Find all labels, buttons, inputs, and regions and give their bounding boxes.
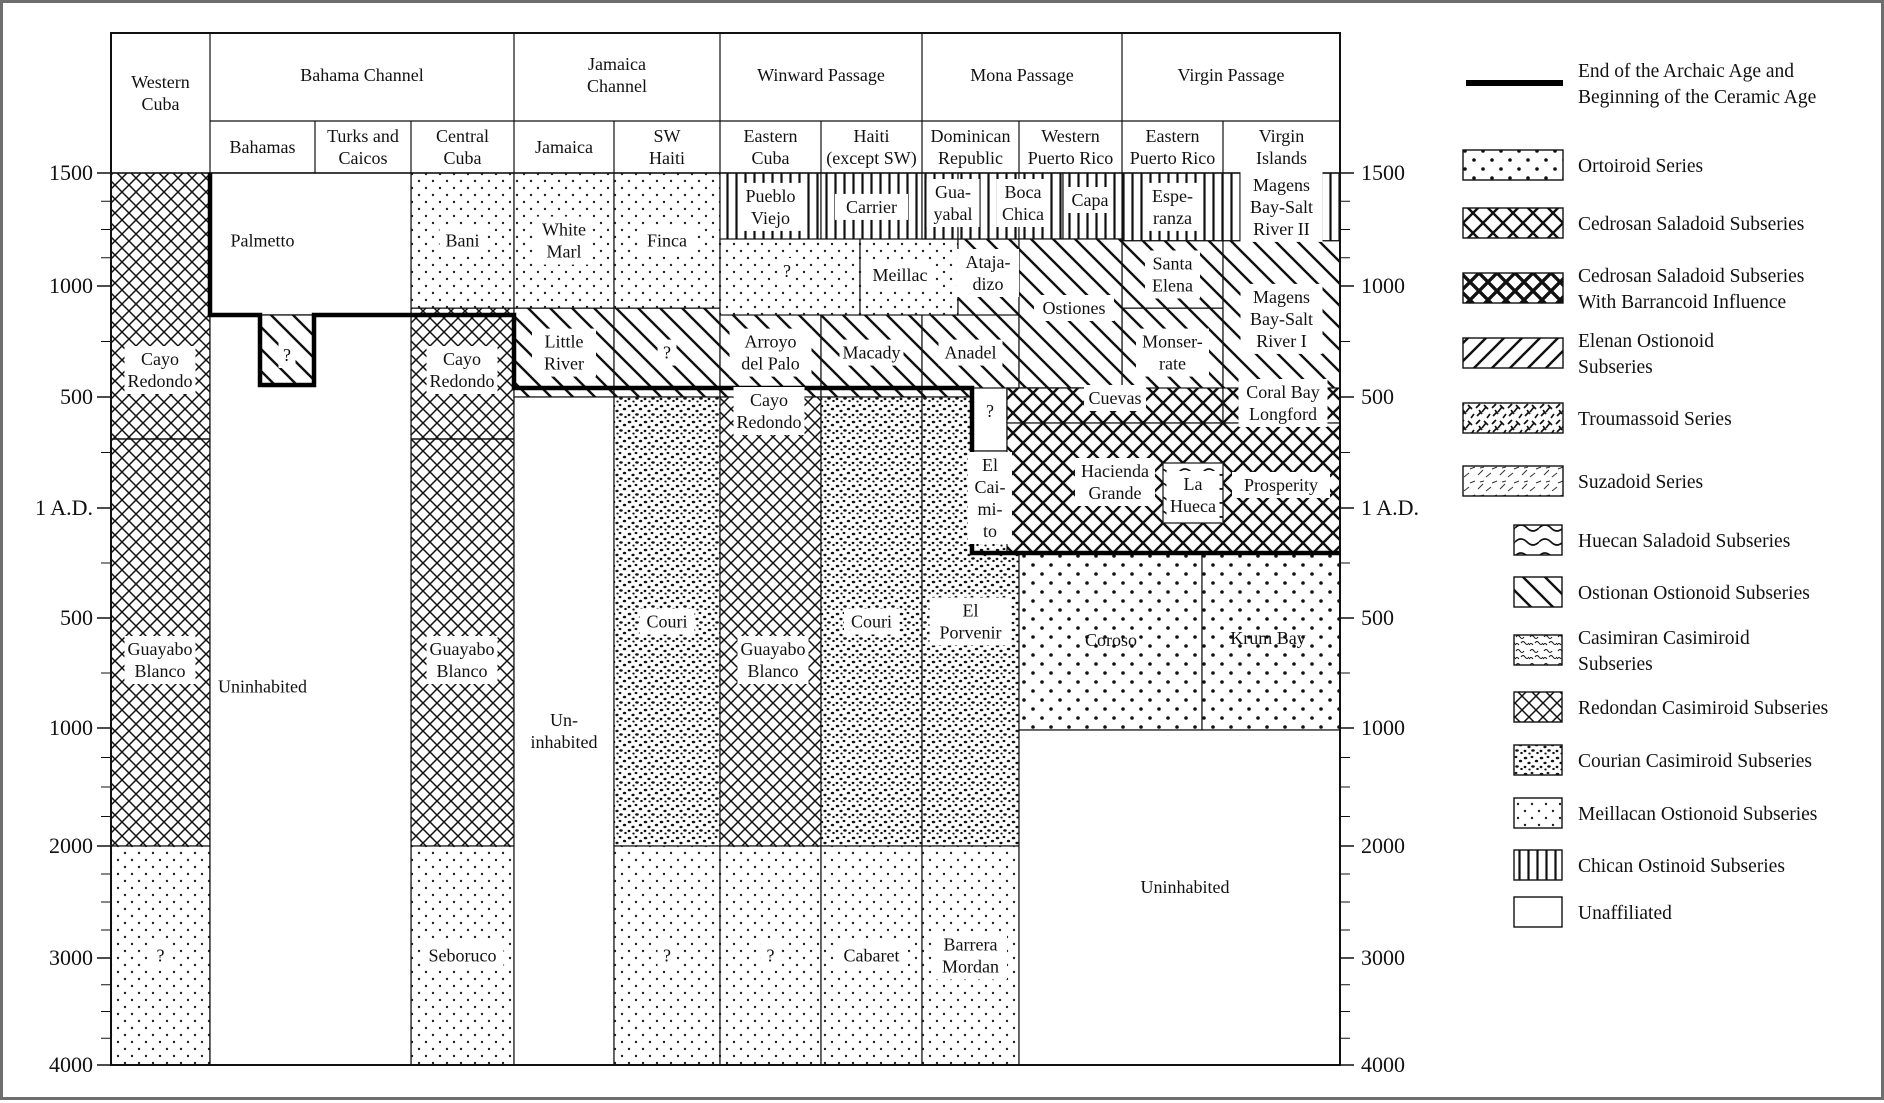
- legend-item-8: [1514, 577, 1810, 607]
- label-la-hueca: La Hueca: [1170, 474, 1216, 516]
- label-dom-chican: Gua-yabal: [933, 182, 973, 224]
- cell-wcuba-0: [111, 173, 210, 846]
- legend-swatch: [1463, 208, 1563, 238]
- label-ecu-hai-mid: ?: [783, 261, 791, 281]
- left-tick-label: 3000: [49, 945, 93, 970]
- cell-label-dom-23: El Porvenir: [939, 600, 1002, 643]
- legend: [1463, 61, 1828, 927]
- label-coroso: Coroso: [1084, 630, 1138, 650]
- label-hai-mid: Meillac: [872, 265, 928, 285]
- cell-label-jam-7: White Marl: [542, 219, 586, 262]
- legend-label: Chican Ostinoid Subseries: [1578, 856, 1785, 877]
- legend-swatch: [1463, 150, 1563, 180]
- legend-swatch: [1514, 525, 1562, 555]
- subregion-header-9: Eastern Puerto Rico: [1129, 126, 1216, 168]
- cell-label-hai-21: Cabaret: [843, 945, 900, 966]
- legend-swatch: [1514, 850, 1562, 880]
- subregion-header-2: Central Cuba: [436, 126, 489, 168]
- left-tick-label: 1 A.D.: [34, 495, 93, 520]
- cell-label-bah-3: Uninhabited: [218, 676, 307, 697]
- cell-label-wcuba-1: ?: [156, 945, 165, 966]
- legend-label: Ostionan Ostionoid Subseries: [1578, 583, 1810, 604]
- left-tick-label: 1500: [49, 160, 93, 185]
- legend-label: Meillacan Ostionoid Subseries: [1578, 804, 1818, 825]
- legend-swatch: [1463, 273, 1563, 303]
- label-coral-bay: Coral Bay Longford: [1246, 382, 1320, 424]
- label-wpr-boca: Boca Chica: [1002, 182, 1044, 224]
- right-tick-label: 1000: [1361, 715, 1405, 740]
- right-tick-label-500: 500: [1361, 384, 1394, 409]
- legend-item-2: [1463, 208, 1804, 238]
- legend-label: Troumassoid Series: [1578, 409, 1732, 430]
- label-ccuba-lower: Guayabo Blanco: [429, 639, 495, 681]
- cell-label-ecu-17: ?: [766, 945, 775, 966]
- cell-label-hai-19: Macady: [842, 342, 901, 363]
- region-header-2: Jamaica Channel: [587, 54, 647, 96]
- legend-swatch: [1514, 745, 1562, 775]
- legend-label: Casimiran Casimiroid Subseries: [1578, 628, 1750, 675]
- cell-label-vir-29: Magens Bay-Salt River I: [1250, 286, 1313, 351]
- cell-label-dom-24: Barrera Mordan: [942, 934, 999, 977]
- cell-label-ccuba-6: Seboruco: [428, 945, 497, 966]
- label-wpr-capa: Capa: [1071, 190, 1109, 210]
- legend-swatch: [1514, 897, 1562, 927]
- legend-item-1: [1463, 150, 1703, 180]
- legend-label: Elenan Ostionoid Subseries: [1578, 331, 1714, 378]
- legend-item-5: [1463, 403, 1732, 433]
- legend-label: Cedrosan Saladoid Subseries: [1578, 214, 1805, 235]
- subregion-header-5: Eastern Cuba: [743, 126, 798, 168]
- region-header-1: Bahama Channel: [300, 65, 424, 85]
- legend-swatch: [1514, 577, 1562, 607]
- cell-label-hai-18: Carrier: [846, 196, 897, 217]
- legend-item-4: [1463, 331, 1714, 378]
- label-dom-caimito: El Cai-mi-to: [974, 455, 1006, 541]
- cell-label-jam-9: Un-inhabited: [530, 710, 598, 752]
- legend-item-11: [1514, 745, 1812, 775]
- right-tick-label: 4000: [1361, 1052, 1405, 1077]
- legend-item-6: [1463, 466, 1703, 496]
- legend-swatch: [1463, 403, 1563, 433]
- region-header-4: Mona Passage: [970, 65, 1074, 85]
- legend-swatch: [1463, 466, 1563, 496]
- legend-item-12: [1514, 798, 1817, 828]
- cell-label-ecu-14: Pueblo Viejo: [745, 185, 796, 228]
- legend-item-3: [1463, 266, 1804, 313]
- right-tick-label: 1000: [1361, 273, 1405, 298]
- subregion-header-7: Dominican Republic: [930, 126, 1011, 168]
- label-wcuba-lower: Guayabo Blanco: [127, 639, 193, 681]
- subregion-header-8: Western Puerto Rico: [1027, 126, 1114, 168]
- label-prosperity: Prosperity: [1244, 475, 1318, 495]
- cell-east-uninhabited: [1019, 730, 1340, 1065]
- right-tick-label: 3000: [1361, 945, 1405, 970]
- subregion-header-6: Haiti (except SW): [826, 126, 917, 168]
- subregion-header-1: Turks and Caicos: [327, 126, 399, 168]
- cell-label-swh-10: Finca: [647, 230, 687, 251]
- region-header-5: Virgin Passage: [1177, 65, 1285, 85]
- legend-label: Ortoiroid Series: [1578, 156, 1704, 177]
- legend-label: Redondan Casimiroid Subseries: [1578, 698, 1829, 719]
- label-dom-q: ?: [986, 401, 994, 421]
- cell-jam-9: [514, 397, 614, 1065]
- legend-label: Suzadoid Series: [1578, 472, 1704, 493]
- right-tick-label: 1 A.D.: [1361, 495, 1420, 520]
- legend-item-7: [1514, 525, 1790, 555]
- legend-swatch: [1514, 798, 1562, 828]
- cell-label-ccuba-4: Bani: [445, 230, 480, 251]
- column-headers: [131, 54, 1307, 169]
- legend-item-9: [1514, 628, 1750, 675]
- label-krum-bay: Krum Bay: [1230, 628, 1306, 648]
- cell-label-bah-2: Palmetto: [230, 230, 295, 251]
- chronology-chart: [3, 3, 1884, 1103]
- subregion-header-0: Bahamas: [229, 137, 296, 157]
- label-hacienda: Hacienda Grande: [1081, 461, 1149, 503]
- label-wpr-ostiones: Ostiones: [1042, 298, 1106, 318]
- legend-label: Huecan Saladoid Subseries: [1578, 531, 1791, 552]
- label-tc-question: ?: [283, 345, 291, 365]
- region-header-3: Winward Passage: [757, 65, 885, 85]
- legend-item-10: [1514, 692, 1828, 722]
- region-header-0: Western Cuba: [131, 72, 190, 114]
- cell-label-ecu-15: Arroyo del Palo: [741, 331, 800, 374]
- legend-item-0: [1466, 61, 1816, 108]
- label-ccuba-upper: Cayo Redondo: [429, 349, 495, 391]
- left-tick-label: 2000: [49, 833, 93, 858]
- cell-label-swh-11: ?: [663, 342, 671, 363]
- legend-label: Cedrosan Saladoid Subseries With Barrancoid Influence: [1578, 266, 1805, 313]
- legend-swatch: [1463, 338, 1563, 368]
- label-wcuba-upper: Cayo Redondo: [127, 349, 193, 391]
- legend-label: Courian Casimiroid Subseries: [1578, 751, 1812, 772]
- left-tick-label: 500: [60, 605, 93, 630]
- label-dom-ataja: Ataja-dizo: [965, 252, 1011, 294]
- right-tick-label: 2000: [1361, 833, 1405, 858]
- left-tick-label: 4000: [49, 1052, 93, 1077]
- label-cuevas: Cuevas: [1088, 388, 1142, 408]
- legend-swatch: [1514, 635, 1562, 665]
- cell-label-hai-20: Couri: [850, 611, 893, 632]
- cell-label-epr-26: Santa Elena: [1152, 253, 1193, 296]
- legend-label: Unaffiliated: [1578, 903, 1672, 924]
- left-tick-label-500: 500: [60, 384, 93, 409]
- legend-swatch: [1514, 692, 1562, 722]
- subregion-header-10: Virgin Islands: [1256, 126, 1307, 168]
- cells-layer: [111, 173, 1340, 1065]
- right-tick-label: 500: [1361, 605, 1394, 630]
- cell-ecu-16: [720, 397, 821, 846]
- cell-label-epr-27: Monser-rate: [1142, 331, 1203, 374]
- cell-label-dom-22: Anadel: [944, 342, 997, 363]
- left-tick-label: 1000: [49, 273, 93, 298]
- right-tick-label: 1500: [1361, 160, 1405, 185]
- legend-label: End of the Archaic Age and Beginning of the Ceramic Age: [1578, 61, 1817, 108]
- label-uninhabited-east: Uninhabited: [1140, 877, 1230, 897]
- legend-item-14: [1514, 897, 1672, 927]
- cell-label-swh-12: Couri: [646, 611, 688, 632]
- subregion-header-4: SW Haiti: [649, 126, 685, 168]
- cell-label-jam-8: Little River: [544, 331, 584, 374]
- legend-item-13: [1514, 850, 1785, 880]
- left-tick-label: 1000: [49, 715, 93, 740]
- subregion-header-3: Jamaica: [535, 137, 593, 157]
- label-ecu-lower: Guayabo Blanco: [740, 639, 806, 681]
- cell-label-vir-28: Magens Bay-Salt River II: [1250, 174, 1313, 239]
- cell-label-swh-13: ?: [663, 945, 671, 966]
- cell-label-epr-25: Espe-ranza: [1152, 185, 1193, 228]
- label-ecu-upper: Cayo Redondo: [736, 390, 802, 432]
